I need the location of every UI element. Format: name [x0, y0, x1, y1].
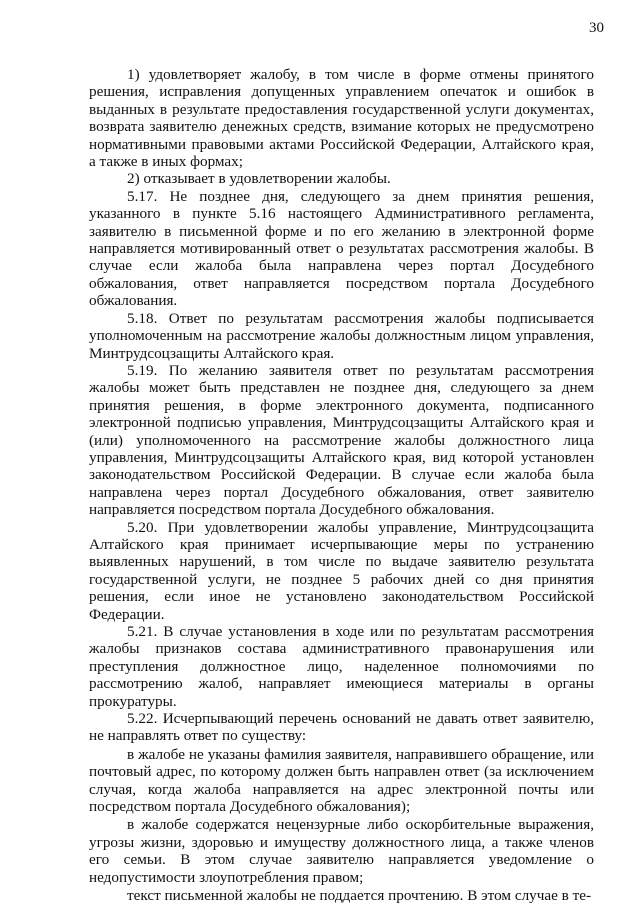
- paragraph-unreadable-text: текст письменной жалобы не поддается прочтению. В этом случае в те-: [127, 887, 592, 905]
- paragraph-5-21: 5.21. В случае установления в ходе или по результатам рассмотрения жалобы признаков состава административного правонарушения или преступления должностное лицо, наделенное полномочиями по рассмотрению жалоб, направляет имеющиеся материалы в органы прокуратуры.: [89, 623, 594, 710]
- paragraph-5-20: 5.20. При удовлетворении жалобы управление, Минтрудсоцзащита Алтайского края принимает исчерпывающие меры по устранению выявленных нарушений, в том числе по выдаче заявителю результата государственной услуги, не позднее 5 рабочих дней со дня принятия решения, если иное не установлено законодательством Российской Федерации.: [89, 518, 594, 623]
- paragraph-no-surname: в жалобе не указаны фамилия заявителя, направившего обращение, или почтовый адрес, по которому должен быть направлен ответ (за исключением случая, когда жалоба направляется на адрес электронной почты или посредством портала Досудебного обжалования);: [89, 745, 594, 816]
- document-body: [89, 66, 594, 905]
- paragraph-2-refuses-complaint: 2) отказывает в удовлетворении жалобы.: [127, 170, 391, 188]
- paragraph-offensive-language: в жалобе содержатся нецензурные либо оскорбительные выражения, угрозы жизни, здоровью и имуществу должностного лица, а также членов его семьи. В этом случае заявителю направляется уведомление о недопустимости злоупотребления правом;: [89, 816, 594, 886]
- paragraph-1-satisfies-complaint: 1) удовлетворяет жалобу, в том числе в форме отмены принятого решения, исправления допущенных управлением опечаток и ошибок в выданных в результате предоставления государственной услуги документах, возврата заявителю денежных средств, взимание которых не предусмотрено нормативными правовыми актами Российской Федерации, Алтайского края, а также в иных формах;: [89, 66, 594, 171]
- paragraph-5-18: 5.18. Ответ по результатам рассмотрения жалобы подписывается уполномоченным на рассмотрение жалобы должностным лицом управления, Минтрудсоцзащиты Алтайского края.: [89, 309, 594, 362]
- paragraph-5-22: 5.22. Исчерпывающий перечень оснований не давать ответ заявителю, не направлять ответ по существу:: [89, 710, 594, 745]
- paragraph-5-17: 5.17. Не позднее дня, следующего за днем принятия решения, указанного в пункте 5.16 настоящего Административного регламента, заявителю в письменной форме и по его желанию в электронной форме направляется мотивированный ответ о результатах рассмотрения жалобы. В случае если жалоба была направлена через портал Досудебного обжалования, ответ направляется посредством портала Досудебного обжалования.: [89, 187, 594, 310]
- paragraph-5-19: 5.19. По желанию заявителя ответ по результатам рассмотрения жалобы может быть представлен не позднее дня, следующего за днем принятия решения, в форме электронного документа, подписанного электронной подписью управления, Минтрудсоцзащиты Алтайского края и (или) уполномоченного на рассмотрение жалобы должностного лица управления, Минтрудсоцзащиты Алтайского края, вид которой установлен законодательством Российской Федерации. В случае если жалоба была направлена через портал Досудебного обжалования, ответ заявителю направляется посредством портала Досудебного обжалования.: [89, 361, 594, 519]
- page-number: 30: [589, 20, 604, 36]
